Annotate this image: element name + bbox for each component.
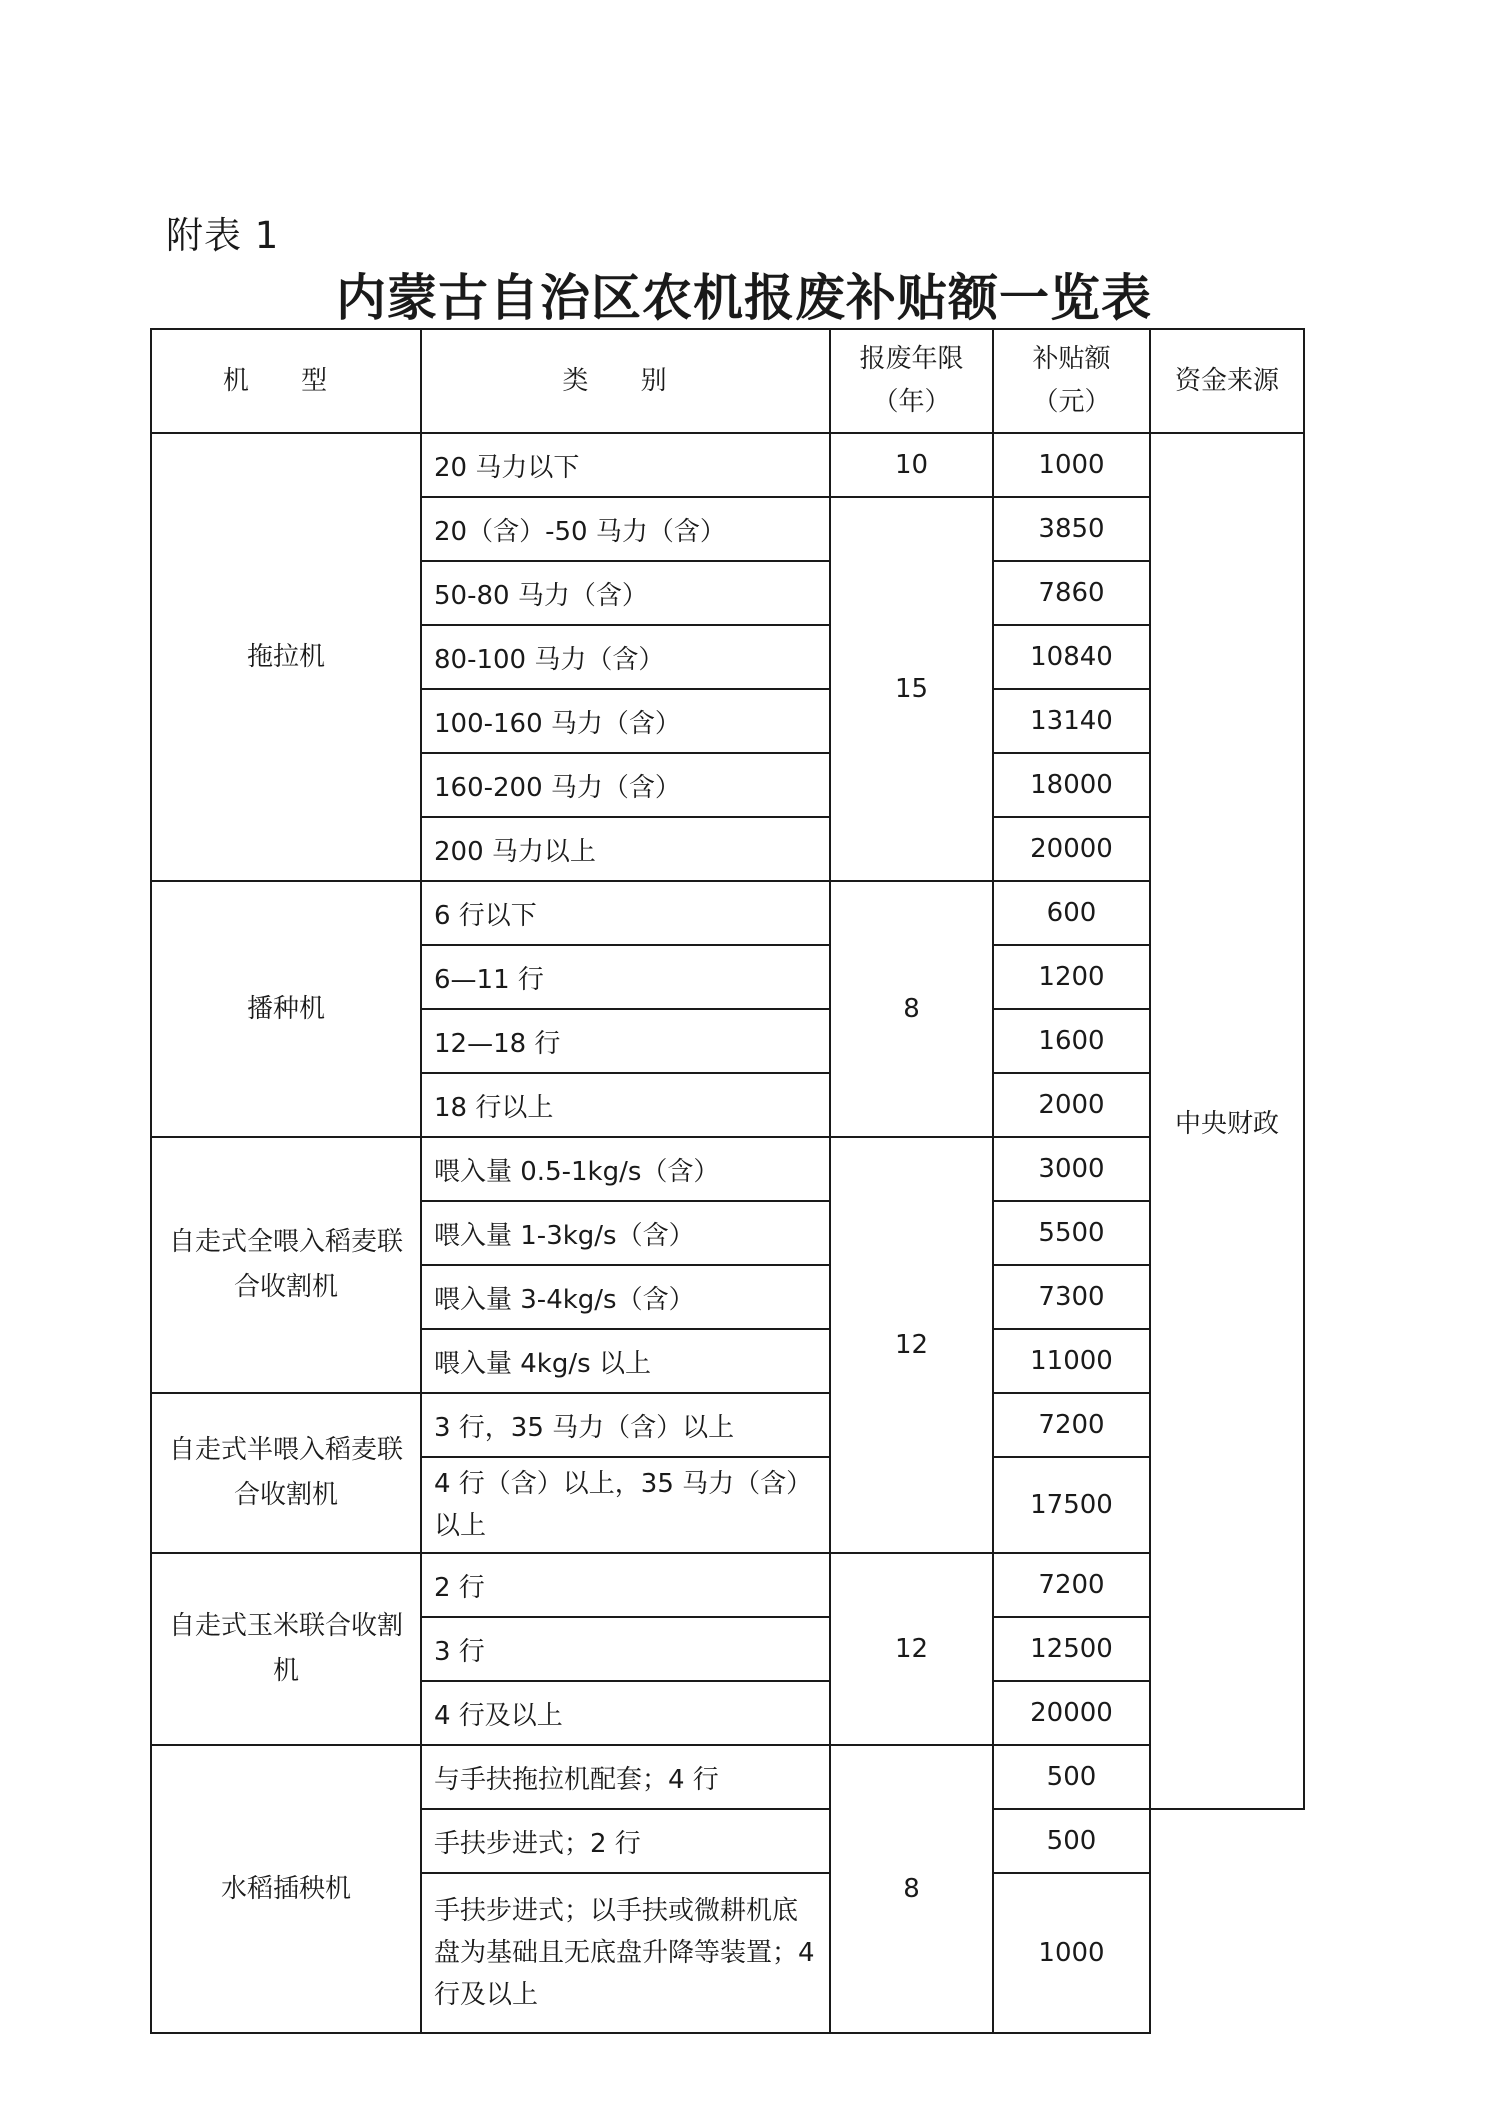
category-cell: 20 马力以下 <box>421 433 830 497</box>
category-cell: 喂入量 1-3kg/s（含） <box>421 1201 830 1265</box>
amount-cell: 3850 <box>993 497 1150 561</box>
header-model: 机 型 <box>151 329 421 433</box>
amount-cell: 500 <box>993 1809 1150 1873</box>
category-cell: 喂入量 0.5-1kg/s（含） <box>421 1137 830 1201</box>
table-row <box>151 433 1304 497</box>
page-title: 内蒙古自治区农机报废补贴额一览表 <box>336 268 1152 327</box>
amount-cell: 600 <box>993 881 1150 945</box>
category-cell: 手扶步进式；2 行 <box>421 1809 830 1873</box>
category-cell: 2 行 <box>421 1553 830 1617</box>
subsidy-table <box>150 328 1305 2034</box>
amount-cell: 1600 <box>993 1009 1150 1073</box>
amount-cell: 3000 <box>993 1137 1150 1201</box>
table-row <box>151 1137 1304 1201</box>
amount-cell: 5500 <box>993 1201 1150 1265</box>
table-row <box>151 1393 1304 1457</box>
amount-cell: 12500 <box>993 1617 1150 1681</box>
machine-corn-harvester: 自走式玉米联合收割机 <box>151 1553 421 1745</box>
category-cell: 18 行以上 <box>421 1073 830 1137</box>
category-cell: 4 行及以上 <box>421 1681 830 1745</box>
amount-cell: 11000 <box>993 1329 1150 1393</box>
category-cell: 6 行以下 <box>421 881 830 945</box>
amount-cell: 7860 <box>993 561 1150 625</box>
years-cell: 12 <box>830 1137 993 1553</box>
years-cell: 12 <box>830 1553 993 1745</box>
amount-cell: 10840 <box>993 625 1150 689</box>
amount-cell: 1000 <box>993 433 1150 497</box>
table-row <box>151 881 1304 945</box>
category-cell: 与手扶拖拉机配套；4 行 <box>421 1745 830 1809</box>
header-amount: 补贴额（元） <box>993 329 1150 433</box>
machine-full-feed-harvester: 自走式全喂入稻麦联合收割机 <box>151 1137 421 1393</box>
table-row <box>151 1553 1304 1617</box>
category-cell: 喂入量 4kg/s 以上 <box>421 1329 830 1393</box>
machine-seeder: 播种机 <box>151 881 421 1137</box>
amount-cell: 7200 <box>993 1393 1150 1457</box>
funding-source: 中央财政 <box>1150 433 1304 1809</box>
years-cell: 15 <box>830 497 993 881</box>
category-cell: 3 行，35 马力（含）以上 <box>421 1393 830 1457</box>
category-cell: 6—11 行 <box>421 945 830 1009</box>
amount-cell: 17500 <box>993 1457 1150 1553</box>
category-cell: 50-80 马力（含） <box>421 561 830 625</box>
header-years: 报废年限（年） <box>830 329 993 433</box>
machine-half-feed-harvester: 自走式半喂入稻麦联合收割机 <box>151 1393 421 1553</box>
years-cell: 8 <box>830 881 993 1137</box>
category-cell: 12—18 行 <box>421 1009 830 1073</box>
category-cell: 80-100 马力（含） <box>421 625 830 689</box>
header-funding: 资金来源 <box>1150 329 1304 433</box>
years-cell: 8 <box>830 1745 993 2033</box>
category-cell: 手扶步进式；以手扶或微耕机底盘为基础且无底盘升降等装置；4 行及以上 <box>421 1873 830 2033</box>
table-header-row <box>151 329 1304 433</box>
amount-cell: 500 <box>993 1745 1150 1809</box>
category-cell: 4 行（含）以上，35 马力（含）以上 <box>421 1457 830 1553</box>
amount-cell: 18000 <box>993 753 1150 817</box>
amount-cell: 1200 <box>993 945 1150 1009</box>
header-category: 类 别 <box>421 329 830 433</box>
amount-cell: 20000 <box>993 817 1150 881</box>
appendix-label: 附表 1 <box>166 214 280 257</box>
amount-cell: 2000 <box>993 1073 1150 1137</box>
amount-cell: 1000 <box>993 1873 1150 2033</box>
amount-cell: 13140 <box>993 689 1150 753</box>
machine-tractor: 拖拉机 <box>151 433 421 881</box>
category-cell: 20（含）-50 马力（含） <box>421 497 830 561</box>
amount-cell: 7200 <box>993 1553 1150 1617</box>
table-row <box>151 1745 1304 1809</box>
amount-cell: 20000 <box>993 1681 1150 1745</box>
amount-cell: 7300 <box>993 1265 1150 1329</box>
category-cell: 160-200 马力（含） <box>421 753 830 817</box>
category-cell: 喂入量 3-4kg/s（含） <box>421 1265 830 1329</box>
category-cell: 3 行 <box>421 1617 830 1681</box>
years-cell: 10 <box>830 433 993 497</box>
machine-rice-transplanter: 水稻插秧机 <box>151 1745 421 2033</box>
category-cell: 100-160 马力（含） <box>421 689 830 753</box>
category-cell: 200 马力以上 <box>421 817 830 881</box>
